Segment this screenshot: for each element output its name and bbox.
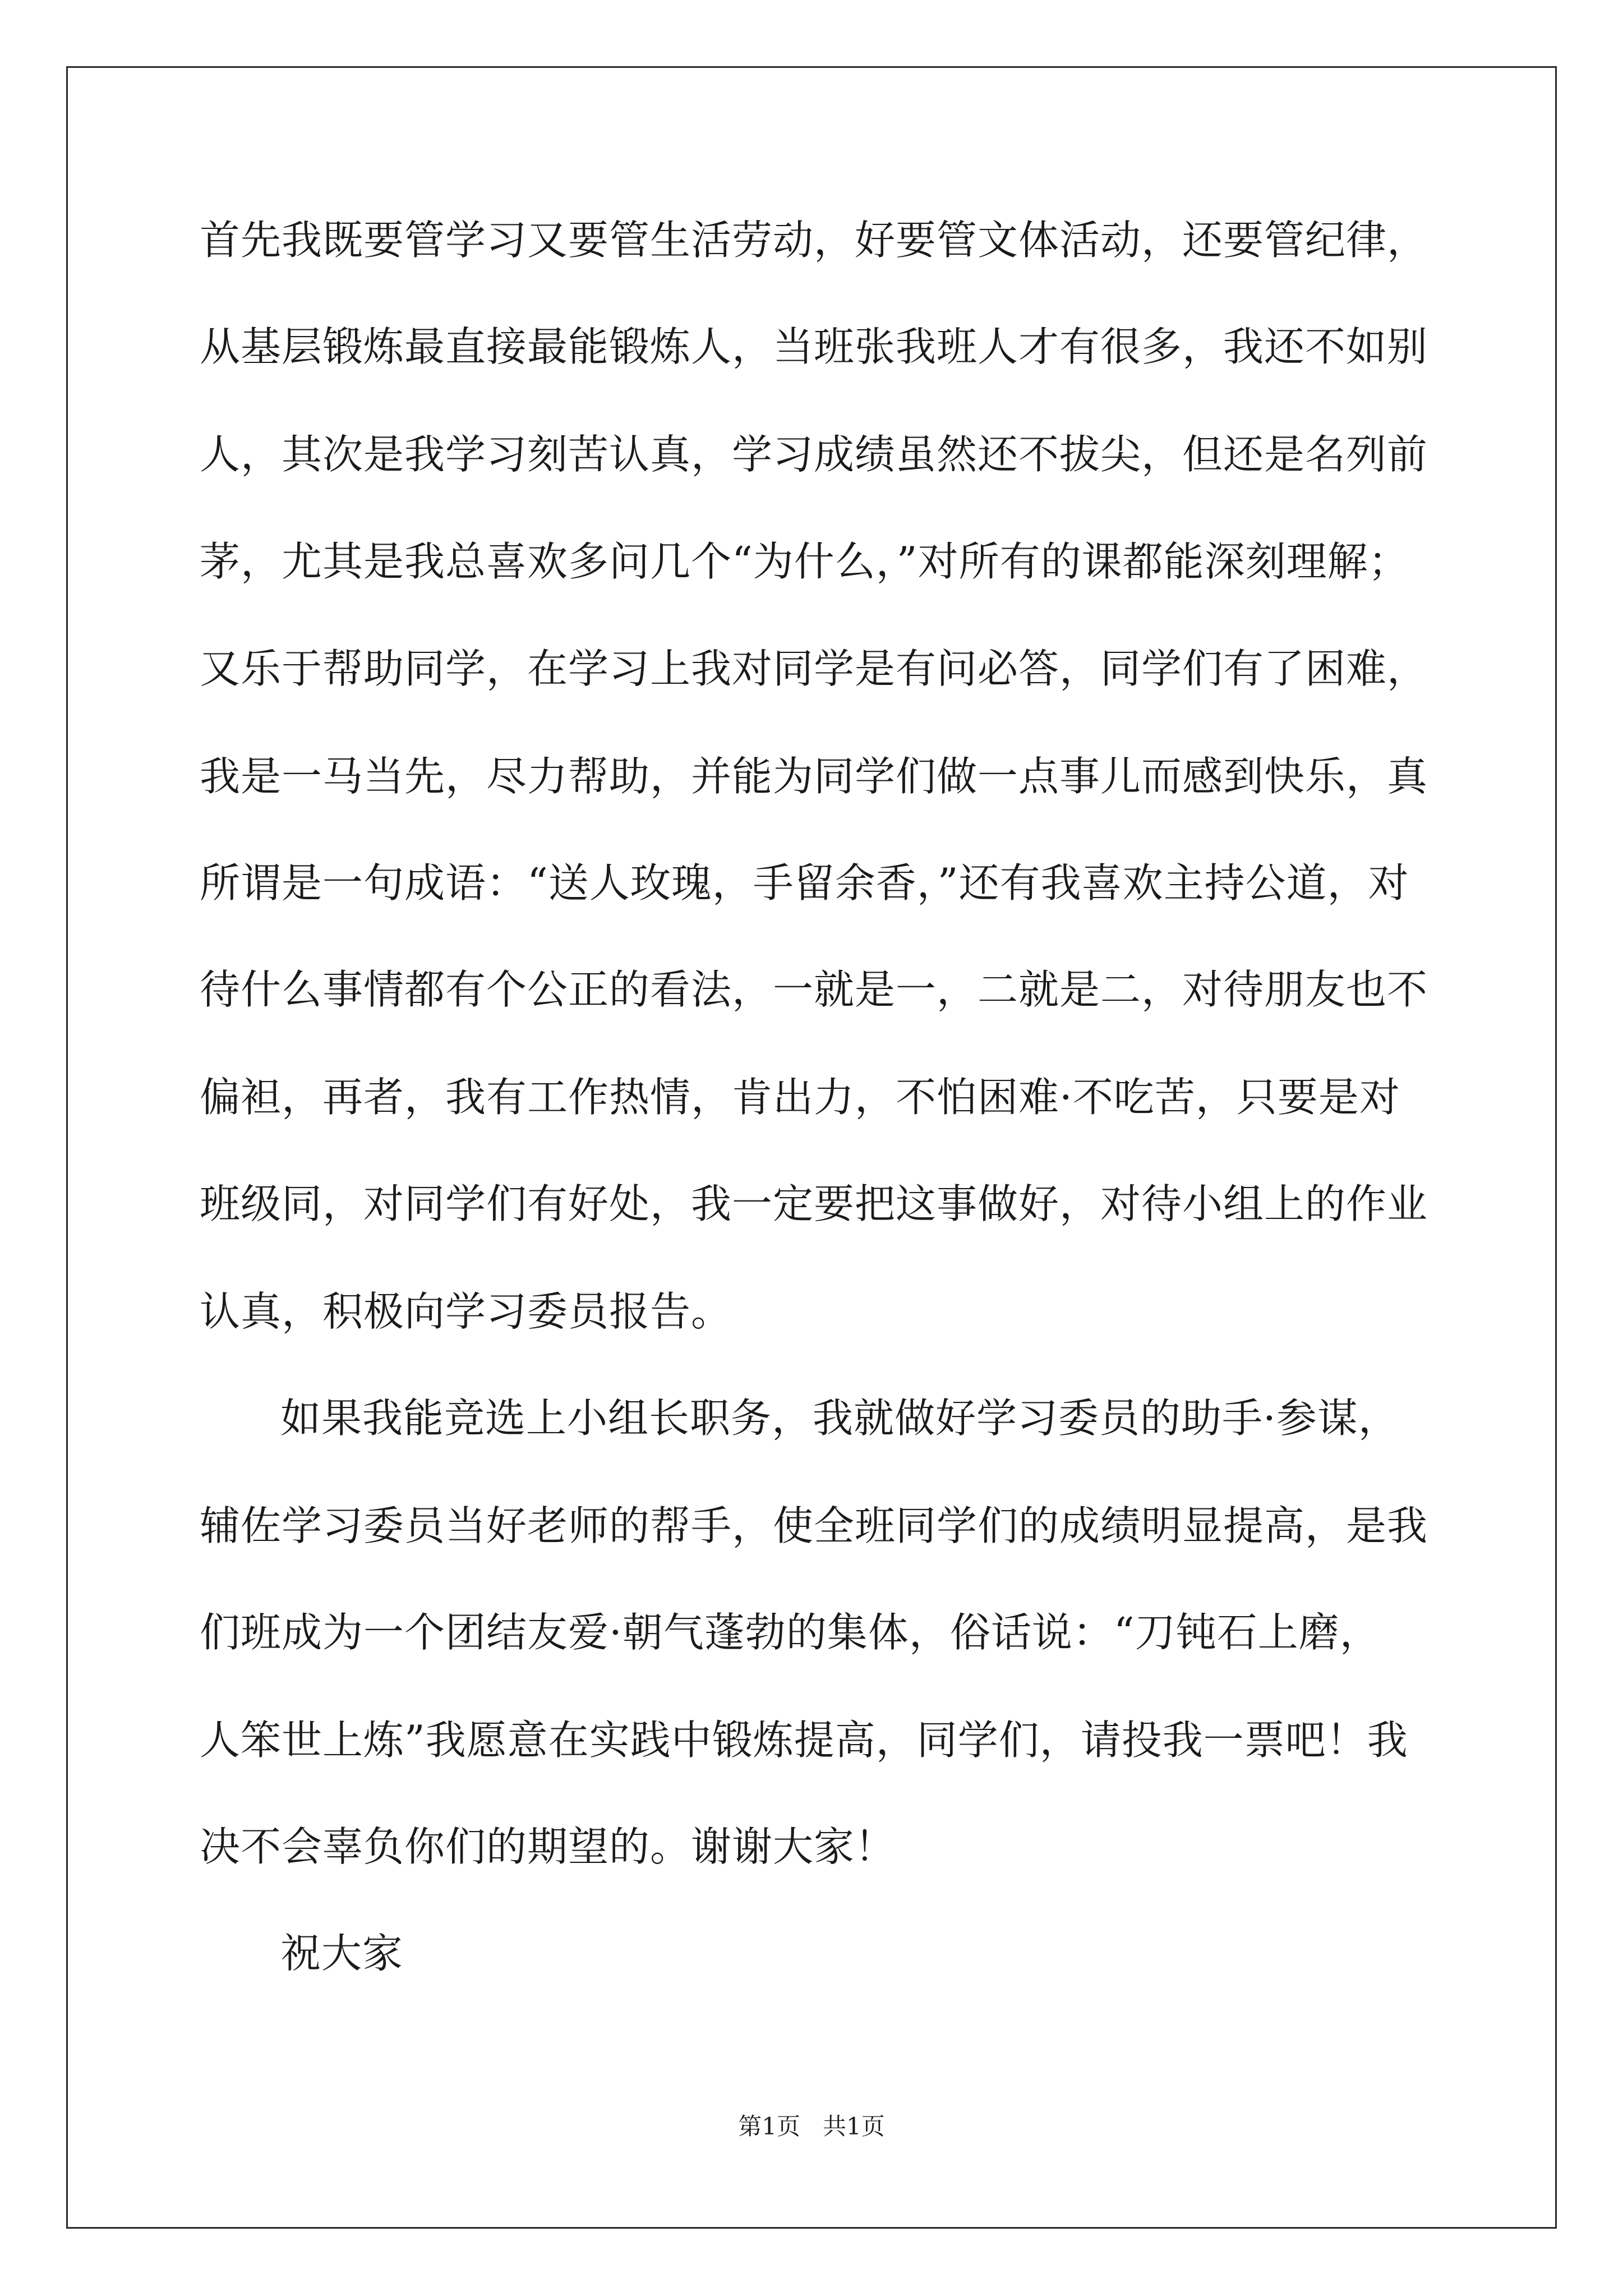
text-line: 认真，积极向学习委员报告。 [200,1288,732,1335]
page-total: 共1页 [823,2113,885,2140]
text-line: 我是一马当先，尽力帮助，并能为同学们做一点事儿而感到快乐，真 [200,753,1428,800]
text-line: 所谓是一句成语：“送人玫瑰，手留余香，”还有我喜欢主持公道，对 [200,859,1409,907]
text-line: 茅，尤其是我总喜欢多问几个“为什么，”对所有的课都能深刻理解； [200,538,1409,585]
text-line: 从基层锻炼最直接最能锻炼人，当班张我班人才有很多，我还不如别 [200,323,1428,370]
text-line: 们班成为一个团结友爱·朝气蓬勃的集体，俗话说：“刀钝石上磨， [200,1609,1381,1656]
text-line: 人，其次是我学习刻苦认真，学习成绩虽然还不拔尖，但还是名列前 [200,431,1428,478]
text-line: 决不会辜负你们的期望的。谢谢大家！ [200,1823,896,1870]
page-border [66,66,1557,2229]
text-line: 偏袒，再者，我有工作热情，肯出力，不怕困难·不吃苦，只要是对 [200,1074,1400,1121]
text-line: 又乐于帮助同学，在学习上我对同学是有问必答，同学们有了困难， [200,645,1428,692]
text-line: 待什么事情都有个公正的看法，一就是一，二就是二，对待朋友也不 [200,966,1428,1013]
text-line: 辅佐学习委员当好老师的帮手，使全班同学们的成绩明显提高，是我 [200,1502,1428,1549]
text-line: 班级同，对同学们有好处，我一定要把这事做好，对待小组上的作业 [200,1180,1428,1227]
text-line: 首先我既要管学习又要管生活劳动，好要管文体活动，还要管纪律， [200,217,1428,264]
text-line: 人笨世上炼”我愿意在实践中锻炼提高，同学们，请投我一票吧！我 [200,1717,1408,1764]
page-footer [0,2115,1623,2138]
page-number: 第1页 [738,2113,800,2140]
text-line: 祝大家 [280,1930,404,1977]
text-line: 如果我能竞选上小组长职务，我就做好学习委员的助手·参谋， [280,1395,1399,1442]
